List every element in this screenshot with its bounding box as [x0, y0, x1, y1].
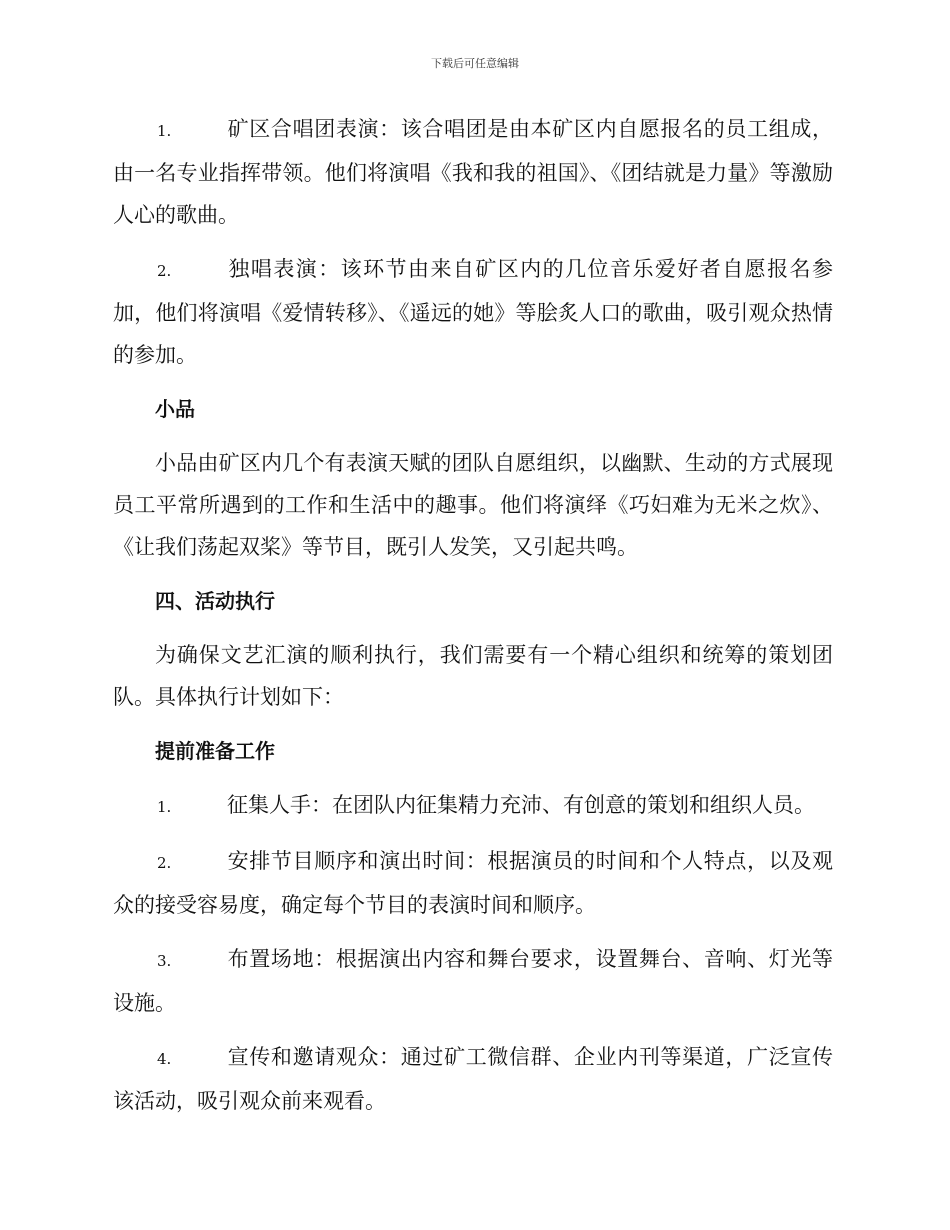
list-number: 2.	[157, 854, 172, 872]
list-text: 独唱表演：该环节由来自矿区内的几位音乐爱好者自愿报名参加，他们将演唱《爱情转移》、《遥远的她》等脍炙人口的歌曲，吸引观众热情的参加。	[113, 257, 833, 367]
list-item	[113, 108, 833, 236]
section-heading: 提前准备工作	[155, 739, 275, 763]
page-header: 下载后可任意编辑	[431, 57, 519, 70]
list-number: 2.	[157, 262, 172, 280]
list-number: 4.	[157, 1050, 172, 1068]
list-number: 1.	[157, 798, 172, 816]
list-number: 3.	[157, 952, 172, 970]
list-text: 布置场地：根据演出内容和舞台要求，设置舞台、音响、灯光等设施。	[113, 947, 833, 1015]
list-item	[113, 938, 833, 1024]
paragraph: 小品由矿区内几个有表演天赋的团队自愿组织，以幽默、生动的方式展现员工平常所遇到的工作和生活中的趣事。他们将演绎《巧妇难为无米之炊》、《让我们荡起双桨》等节目，既引人发笑，又引起共鸣。	[113, 451, 833, 559]
list-item	[113, 248, 833, 376]
list-item	[113, 784, 833, 828]
list-item	[113, 840, 833, 926]
list-text: 矿区合唱团表演：该合唱团是由本矿区内自愿报名的员工组成，由一名专业指挥带领。他们将演唱《我和我的祖国》、《团结就是力量》等激励人心的歌曲。	[113, 117, 833, 227]
document-body	[113, 108, 833, 1134]
list-text: 宣传和邀请观众：通过矿工微信群、企业内刊等渠道，广泛宣传该活动，吸引观众前来观看。	[113, 1045, 833, 1113]
section-heading: 四、活动执行	[155, 589, 275, 613]
section-heading: 小品	[155, 397, 195, 421]
list-number: 1.	[157, 122, 172, 140]
list-text: 安排节目顺序和演出时间：根据演员的时间和个人特点，以及观众的接受容易度，确定每个节目的表演时间和顺序。	[113, 849, 833, 917]
list-item	[113, 1036, 833, 1122]
list-text: 征集人手：在团队内征集精力充沛、有创意的策划和组织人员。	[227, 793, 815, 817]
paragraph: 为确保文艺汇演的顺利执行，我们需要有一个精心组织和统筹的策划团队。具体执行计划如下：	[113, 643, 833, 709]
